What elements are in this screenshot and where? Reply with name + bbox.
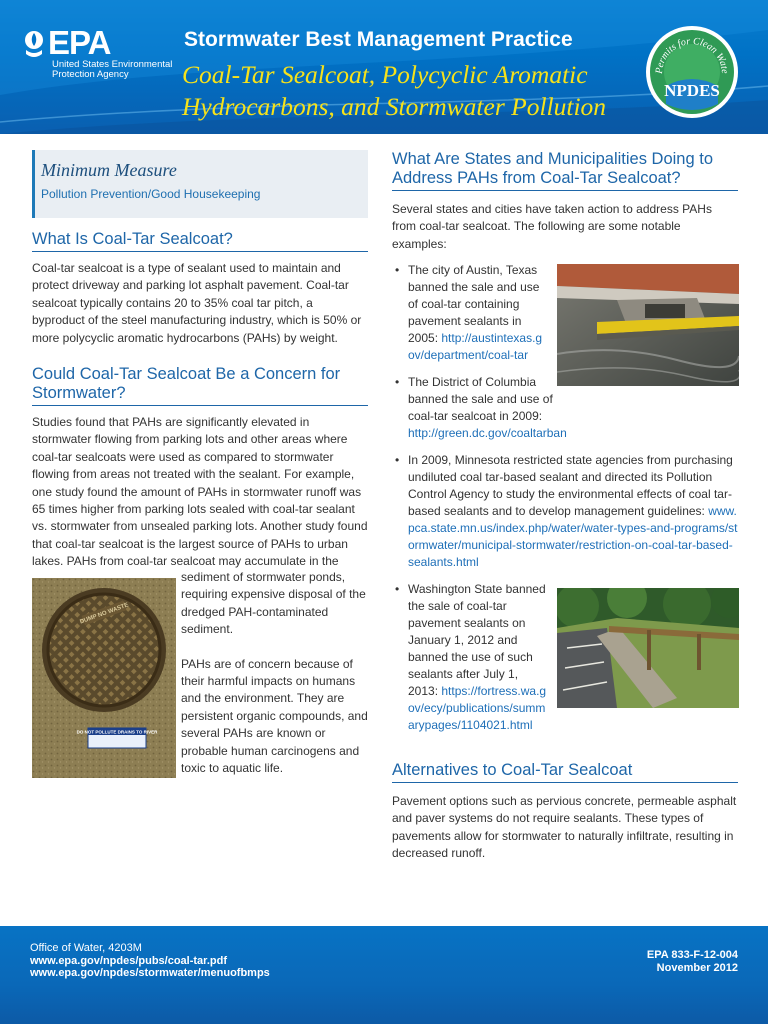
austin-text: The city of Austin, Texas banned the sale and use of coal-tar containing pavement sealants in 2005: [408, 263, 540, 345]
list-item-minnesota [393, 452, 738, 571]
footer-publication-info [647, 949, 738, 974]
footer-office: Office of Water, 4203M [30, 942, 142, 954]
alternatives-body: Pavement options such as pervious concrete, permeable asphalt and paver systems do not require sealants. These types of pavements allow for stormwater to naturally infiltrate, resulting in decreased runoff. [392, 794, 737, 861]
npdes-badge [644, 24, 740, 120]
left-column [32, 150, 368, 571]
npdes-ring-text: Permits for Clean Wate [653, 35, 731, 75]
list-item-dc [393, 374, 568, 442]
dc-text: The District of Columbia banned the sale and use of coal-tar sealcoat in 2009: [408, 375, 553, 423]
series-title: Stormwater Best Management Practice [184, 28, 573, 51]
epa-flower-icon [22, 30, 46, 60]
epa-wordmark: EPA [48, 24, 111, 61]
washington-text: Washington State banned the sale of coal-tar pavement sealants on January 1, 2012 and banned the use of such sealants after July 1, 2013: [408, 582, 546, 698]
document-title-line-2: Hydrocarbons, and Stormwater Pollution [182, 92, 607, 121]
austin-link[interactable]: http://austintexas.gov/department/coal-tar [408, 331, 543, 362]
footer-contact [30, 942, 270, 980]
concern-body-2: sediment of stormwater ponds, requiring expensive disposal of the dredged PAH-contaminated sediment. [181, 570, 366, 637]
list-item-austin [393, 262, 548, 364]
parking-lot-photo [557, 588, 739, 708]
agency-name: United States Environmental Protection Agency [52, 59, 173, 80]
storm-drain-label: DO NOT POLLUTE DRAINS TO RIVER [76, 729, 158, 735]
right-column [392, 150, 738, 253]
washington-link[interactable]: https://fortress.wa.gov/ecy/publications/summarypages/1104021.html [408, 684, 547, 732]
minnesota-link[interactable]: www.pca.state.mn.us/index.php/water/water-types-and-programs/stormwater/municipal-stormwater/restriction-on-coal-tar-based-sealants.html [408, 504, 738, 569]
footer-date: November 2012 [656, 961, 738, 974]
manhole-photo-graphic [32, 578, 176, 778]
footer-url-menu[interactable]: www.epa.gov/npdes/stormwater/menuofbmps [30, 967, 270, 979]
states-heading: What Are States and Municipalities Doing to Address PAHs from Coal-Tar Sealcoat? [392, 150, 738, 191]
page-header [0, 0, 768, 134]
footer-url-pdf[interactable]: www.epa.gov/npdes/pubs/coal-tar.pdf [30, 954, 228, 967]
minimum-measure-box [32, 150, 368, 218]
alternatives-heading: Alternatives to Coal-Tar Sealcoat [392, 761, 738, 783]
what-is-body: Coal-tar sealcoat is a type of sealant used to maintain and protect driveway and parking lot asphalt pavement. Coal-tar sealcoat typically contains 20 to 35% coal tar pitch, a byproduct of the steel manufacturing industry, which is 50% or more polycyclic aromatic hydrocarbons (PAHs) by weight. [32, 261, 362, 345]
concern-heading: Could Coal-Tar Sealcoat Be a Concern for Stormwater? [32, 365, 368, 406]
minimum-measure-text: Pollution Prevention/Good Housekeeping [41, 187, 261, 201]
curb-drain-photo-graphic [557, 264, 739, 386]
concern-body-1: Studies found that PAHs are significantly elevated in stormwater flowing from parking lots and other areas where coal-tar sealcoats were used as compared to stormwater flowing from areas not treated with the sealant. For example, one study found the amount of PAHs in stormwater runoff was 65 times higher from parking lots sealed with coal-tar sealant vs. stormwater from unsealed parking lots. Another study found that coal-tar sealcoat is the largest source of PAHs to urban lakes. PAHs from coal-tar sealcoat may accumulate in the [32, 415, 368, 569]
epa-logo [22, 24, 182, 98]
npdes-badge-text: NPDES [664, 81, 720, 100]
document-title-line-1: Coal-Tar Sealcoat, Polycyclic Aromatic [182, 60, 588, 89]
minimum-measure-title: Minimum Measure [41, 160, 177, 180]
minnesota-text: In 2009, Minnesota restricted state agencies from purchasing undiluted coal tar-based sealant and directed its Pollution Control Agency to study the environmental effects of coal tar-based sealants and to develop management guidelines: [408, 453, 733, 518]
concern-side-text [181, 569, 368, 777]
what-is-heading: What Is Coal-Tar Sealcoat? [32, 230, 368, 252]
states-intro: Several states and cities have taken action to address PAHs from coal-tar sealcoat. The following are some notable examples: [392, 202, 712, 251]
document-title [182, 59, 652, 123]
manhole-photo [32, 578, 176, 778]
alternatives-section [392, 761, 738, 863]
list-item-washington [393, 581, 548, 734]
curb-drain-photo [557, 264, 739, 386]
dc-link[interactable]: http://green.dc.gov/coaltarban [408, 426, 567, 440]
page-footer [0, 926, 768, 1024]
footer-doc-number: EPA 833-F-12-004 [646, 949, 738, 961]
manhole-grate-text: DUMP NO WASTE [79, 602, 130, 626]
concern-body-3: PAHs are of concern because of their harmful impacts on humans and the environment. They are persistent organic compounds, and several PAHs are known or probable human carcinogens and toxic to aquatic life. [181, 656, 368, 776]
parking-lot-photo-graphic [557, 588, 739, 708]
